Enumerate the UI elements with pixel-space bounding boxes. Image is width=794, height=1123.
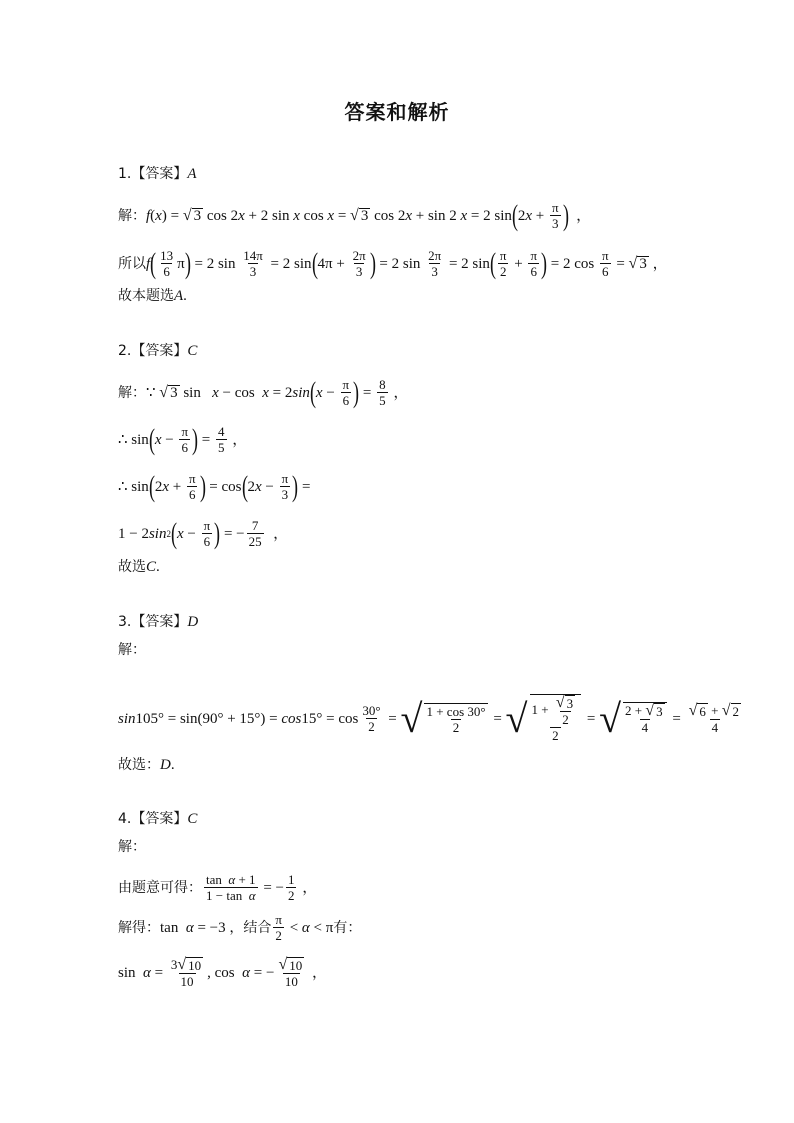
q4-step2-join: ，结合 xyxy=(229,919,272,936)
q3-conclusion-end: . xyxy=(170,757,175,773)
q2-answer-letter: C xyxy=(187,343,198,359)
q2-formula-2: ∴ sin ( x − $\frac{\pi}{6}$ ) = $\frac{4}{5}$ ， xyxy=(118,422,248,456)
q3-number: 3. xyxy=(118,614,132,630)
q2-conclusion-end: . xyxy=(156,559,160,575)
q4-step1-label: 由题意可得： xyxy=(118,879,202,896)
q1-conclusion-letter: A xyxy=(174,288,184,304)
q2-header xyxy=(118,341,197,361)
q3-formula: sin 105° = sin(90° + 15°) = cos 15° = cos $\frac{30^\circ}{2}$ = √ $\frac{1 + \cos 30^\circ}{2}$ = √ 1 + √ 3 2 2 = √ 2 + √ 3 4 = √ 6 + √ 2 4 xyxy=(118,694,740,743)
q1-header xyxy=(118,164,197,184)
q2-formula-1: ∵ √ 3 sin x − cos x = 2 sin ( x − $\frac{\pi}{6}$ ) = $\frac{8}{5}$ ， xyxy=(146,375,409,409)
q1-solution-line xyxy=(118,200,591,231)
q2-solution-line xyxy=(118,377,408,408)
q1-answer-tag: 【答案】 xyxy=(131,166,188,182)
q4-solution-label: 解： xyxy=(118,839,146,855)
q4-step2-end: 有： xyxy=(333,919,362,936)
q2-formula-3: ∴ sin ( 2 x + $\frac{\pi}{6}$ ) = cos ( 2 x − $\frac{\pi}{3}$ ) = xyxy=(118,469,311,503)
q1-conclusion-end: . xyxy=(183,288,187,304)
q4-step-2 xyxy=(118,912,361,943)
q3-conclusion xyxy=(118,755,175,775)
q3-solution-label: 解： xyxy=(118,642,146,658)
q4-solution-label-line xyxy=(118,837,146,857)
q1-solution-label: 解： xyxy=(118,207,146,224)
q1-conclusion xyxy=(118,286,187,306)
q3-solution-label-line xyxy=(118,640,146,660)
q2-number: 2. xyxy=(118,343,132,359)
q1-number: 1. xyxy=(118,166,132,182)
q1-answer-letter: A xyxy=(187,166,197,182)
q1-therefore-label: 所以 xyxy=(118,255,146,272)
q4-number: 4. xyxy=(118,811,132,827)
q1-conclusion-text: 故本题选 xyxy=(118,288,174,304)
q3-formula-line xyxy=(118,694,745,743)
q3-answer-tag: 【答案】 xyxy=(131,614,188,630)
q2-formula-4: 1 − 2 sin 2 ( x − $\frac{\pi}{6}$ ) = − $\frac{7}{25}$ ， xyxy=(118,516,289,550)
q2-step-2 xyxy=(118,424,247,455)
q4-step2-label: 解得： xyxy=(118,919,160,936)
q2-answer-tag: 【答案】 xyxy=(131,343,188,359)
q2-conclusion-text: 故选 xyxy=(118,559,146,575)
q2-step-4 xyxy=(118,518,288,549)
q4-answer-letter: C xyxy=(187,811,198,827)
q4-header xyxy=(118,809,197,829)
q4-step-1 xyxy=(118,872,317,903)
q2-conclusion xyxy=(118,557,160,577)
q4-step-3 xyxy=(118,957,327,989)
q4-answer-tag: 【答案】 xyxy=(131,811,188,827)
q2-conclusion-letter: C xyxy=(146,559,157,575)
q3-header xyxy=(118,612,198,632)
q2-solution-label: 解： xyxy=(118,384,146,401)
q2-step-3 xyxy=(118,471,310,502)
q4-formula-2a: tan α = −3 xyxy=(160,919,230,936)
q3-conclusion-text: 故选： xyxy=(118,757,160,773)
q1-formula-1: f ( x ) = √ 3 cos 2 x + 2 sin x cos x = √ 3 cos 2 x + sin 2 x = 2 sin ( 2 x + $\frac{\pi}{3}$ ) ， xyxy=(146,198,592,232)
page-title: 答案和解析 xyxy=(344,100,450,124)
q3-answer-letter: D xyxy=(187,614,199,630)
q4-formula-3: sin α = 3 √ 10 10 , cos α = − √ 10 10 ， xyxy=(118,956,327,989)
q4-formula-2b: $\frac{\pi}{2}$ < α < π xyxy=(275,912,334,943)
q1-therefore-line xyxy=(118,248,668,279)
q1-formula-2: f ( $\frac{13}{6}$ π ) = 2 sin $\frac{14\pi}{3}$ = 2 sin ( 4π + $\frac{2\pi}{3}$ ) = 2 sin $\frac{2\pi}{3}$ = 2 sin ( $\frac{\pi}{2}$ + $\frac{\pi}{6}$ ) = 2 cos $\frac{\pi}{6}$ = √ 3 ， xyxy=(146,246,668,280)
q3-conclusion-letter: D xyxy=(160,757,171,773)
q4-formula-1: $\frac{\text{tan α + 1}}{\text{1 − tan α}}$ = − $\frac{1}{2}$ ， xyxy=(206,872,318,903)
